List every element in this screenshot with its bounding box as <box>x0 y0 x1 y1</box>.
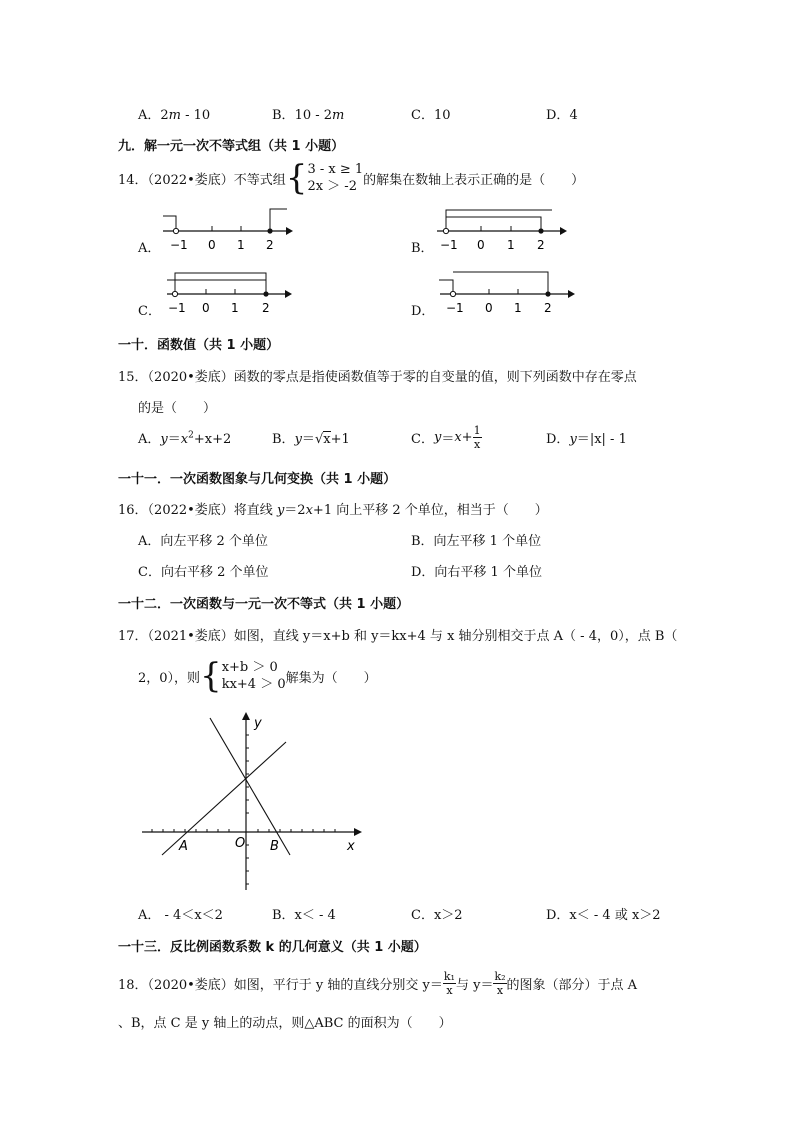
option-text: ＝ <box>576 432 590 447</box>
q13-option-b <box>272 104 344 123</box>
option-text: + <box>461 429 473 445</box>
option-superscript: 2 <box>188 430 194 441</box>
q14-number-line-c <box>162 268 292 316</box>
option-var: y <box>433 429 442 445</box>
question-17-line-2 <box>138 656 377 696</box>
tick-label: 2 <box>544 301 552 315</box>
option-var: x <box>180 432 189 447</box>
question-text: +1 向上平移 2 个单位，相当于（ ） <box>312 503 548 518</box>
option-var: x <box>454 429 462 445</box>
tick-label: 0 <box>477 238 485 252</box>
question-text: 与 y＝ <box>455 977 494 993</box>
inequality-2: kx+4 ＞ 0 <box>221 677 286 692</box>
question-var: x <box>305 503 313 518</box>
inequality-2: 2x ＞ -2 <box>307 179 357 194</box>
tick-label: 1 <box>237 238 245 252</box>
section-heading-13: 一十三．反比例函数系数 k 的几何意义（共 1 小题） <box>118 940 427 955</box>
q14-number-line-b <box>432 205 567 253</box>
axis-label-y: y <box>254 716 262 731</box>
option-text: |x| <box>589 432 606 447</box>
radicand: x <box>323 432 331 447</box>
tick-label: 0 <box>208 238 216 252</box>
option-label: B． <box>272 432 295 447</box>
q16-option-c: C．向右平移 2 个单位 <box>138 565 269 580</box>
q16-option-d: D．向右平移 1 个单位 <box>411 565 542 580</box>
sqrt-symbol: √ <box>314 432 324 447</box>
option-text: ＝ <box>301 432 315 447</box>
numerator: k₁ <box>443 969 455 983</box>
q17-option-c: C．x＞2 <box>411 908 463 923</box>
tick-label: 0 <box>485 301 493 315</box>
q14-option-a-label: A． <box>138 241 161 256</box>
tick-label: −1 <box>168 301 186 315</box>
q14-option-d-label: D． <box>411 304 435 319</box>
option-text: +1 <box>330 432 350 447</box>
option-text: 10 <box>433 108 451 123</box>
tick-label: 1 <box>514 301 522 315</box>
question-text: 18．（2020•娄底）如图，平行于 y 轴的直线分别交 y＝ <box>118 977 443 993</box>
tick-label: 1 <box>231 301 239 315</box>
q16-option-b: B．向左平移 1 个单位 <box>411 534 542 549</box>
tick-label: 2 <box>266 238 274 252</box>
fraction <box>473 425 482 450</box>
tick-label: −1 <box>440 238 458 252</box>
denominator: x <box>446 983 453 997</box>
q15-option-a <box>138 428 231 447</box>
section-heading-12: 一十二．一次函数与一元一次不等式（共 1 小题） <box>118 597 410 612</box>
option-text: 10 - 2 <box>294 108 333 123</box>
question-15-line-2: 的是（ ） <box>138 401 217 416</box>
question-15-line-1: 15．（2020•娄底）函数的零点是指使函数值等于零的自变量的值，则下列函数中存在零点 <box>118 370 637 385</box>
q15-option-c <box>411 422 482 452</box>
system-brace: { <box>285 158 308 198</box>
option-label: D． <box>546 108 570 123</box>
inequality-system <box>222 659 286 693</box>
section-heading-11: 一十一．一次函数图象与几何变换（共 1 小题） <box>118 472 397 487</box>
tick-label: −1 <box>170 238 188 252</box>
option-label: A． <box>138 432 161 447</box>
question-text: 2，0），则 <box>138 670 201 686</box>
denominator: x <box>496 983 504 997</box>
option-var: m <box>168 108 181 123</box>
tick-label: 0 <box>202 301 210 315</box>
tick-label: 1 <box>507 238 515 252</box>
q14-option-b-label: B． <box>411 241 434 256</box>
question-18-line-1 <box>118 966 637 1000</box>
fraction-k1 <box>443 971 456 996</box>
question-var: y <box>276 503 285 518</box>
q17-option-d: D．x＜ - 4 或 x＞2 <box>546 908 661 923</box>
option-label: A． <box>138 108 161 123</box>
option-var: y <box>160 432 168 447</box>
point-label-a: A <box>179 839 188 854</box>
numerator: 1 <box>473 423 481 437</box>
option-text: ＝ <box>441 431 455 447</box>
option-label: D． <box>546 432 570 447</box>
section-heading-9: 九．解一元一次不等式组（共 1 小题） <box>118 139 345 154</box>
question-14-stem: 14．（2022•娄底）不等式组 <box>118 172 286 188</box>
fraction-k2 <box>493 971 506 996</box>
option-label: B． <box>272 108 295 123</box>
question-17-line-1: 17．（2021•娄底）如图，直线 y＝x+b 和 y＝kx+4 与 x 轴分别相交于点 A（ - 4，0），点 B（ <box>118 629 678 644</box>
axis-label-x: x <box>347 839 355 854</box>
question-18-line-2: 、B，点 C 是 y 轴上的动点，则△ABC 的面积为（ ） <box>118 1016 452 1031</box>
numerator: k₂ <box>494 969 506 983</box>
option-var: y <box>294 432 302 447</box>
question-14 <box>118 158 584 198</box>
question-16 <box>118 499 548 518</box>
q15-option-d <box>546 428 627 447</box>
system-brace: { <box>200 656 222 696</box>
question-text: 16．（2022•娄底）将直线 <box>118 503 277 518</box>
q17-option-a: A． - 4＜x＜2 <box>138 908 223 923</box>
denominator: x <box>473 437 481 451</box>
q13-option-d <box>546 104 578 123</box>
q17-option-b: B．x＜ - 4 <box>272 908 336 923</box>
origin-label: O <box>235 836 246 851</box>
section-heading-10: 一十．函数值（共 1 小题） <box>118 338 280 353</box>
q14-number-line-a <box>158 205 293 253</box>
option-text: 4 <box>569 108 578 123</box>
q13-option-c <box>411 104 451 123</box>
option-label: C． <box>411 108 434 123</box>
option-var: m <box>332 108 345 123</box>
q13-option-a <box>138 104 210 123</box>
tick-label: −1 <box>446 301 464 315</box>
option-label: C． <box>411 431 434 447</box>
q16-option-a: A．向左平移 2 个单位 <box>138 534 268 549</box>
option-text: +x+2 <box>193 432 232 447</box>
q15-option-b <box>272 428 350 447</box>
option-text: 2 <box>160 108 169 123</box>
inequality-1: x+b ＞ 0 <box>221 660 278 675</box>
option-text: - 10 <box>181 108 211 123</box>
q17-coordinate-graph <box>138 710 368 895</box>
option-text: ＝ <box>167 432 181 447</box>
q14-number-line-d <box>435 268 575 316</box>
point-label-b: B <box>270 839 279 854</box>
q14-option-c-label: C． <box>138 304 161 319</box>
question-14-tail: 的解集在数轴上表示正确的是（ ） <box>363 172 585 188</box>
option-var: y <box>569 432 577 447</box>
question-text: 解集为（ ） <box>285 670 377 686</box>
question-text: ＝2 <box>284 503 306 518</box>
tick-label: 2 <box>537 238 545 252</box>
tick-label: 2 <box>262 301 270 315</box>
question-text: 的图象（部分）于点 A <box>506 977 638 993</box>
option-text: - 1 <box>605 432 627 447</box>
inequality-1: 3 - x ≥ 1 <box>307 162 364 177</box>
inequality-system <box>307 161 363 195</box>
